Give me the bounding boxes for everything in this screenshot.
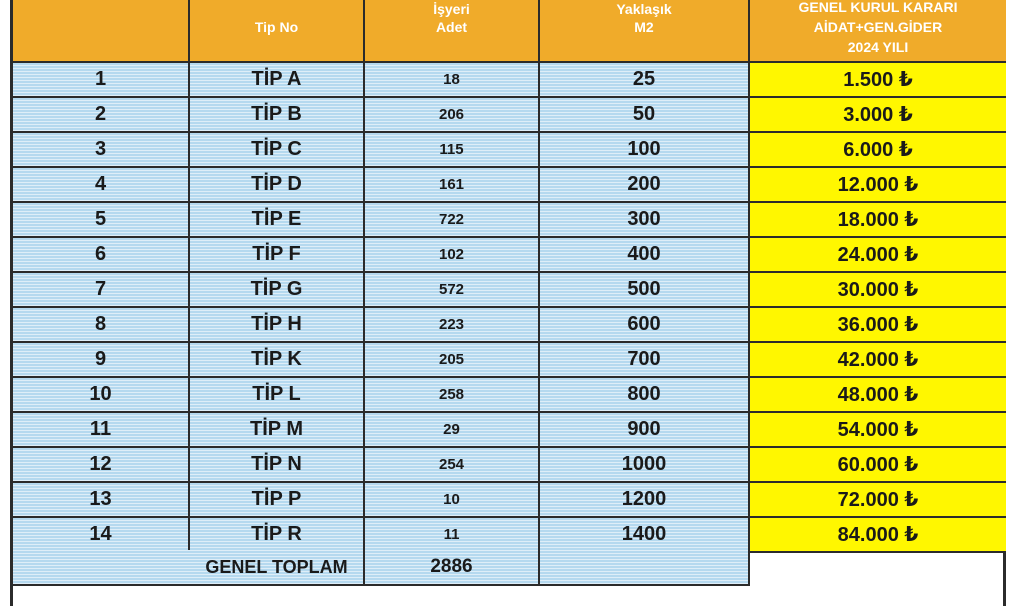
- row-adet: 115: [365, 133, 540, 168]
- row-tip: TİP C: [190, 133, 365, 168]
- table-row: [13, 273, 1006, 308]
- row-tip: TİP M: [190, 413, 365, 448]
- row-adet: 254: [365, 448, 540, 483]
- row-no: 9: [13, 343, 190, 378]
- row-adet: 258: [365, 378, 540, 413]
- row-adet: 102: [365, 238, 540, 273]
- table-row: [13, 343, 1006, 378]
- row-adet: 18: [365, 63, 540, 98]
- header-tip-no: [190, 0, 365, 64]
- row-tip: TİP E: [190, 203, 365, 238]
- row-no: 4: [13, 168, 190, 203]
- row-adet: 572: [365, 273, 540, 308]
- row-adet: 29: [365, 413, 540, 448]
- row-aidat: 36.000 ₺: [750, 308, 1006, 343]
- table-row: [13, 203, 1006, 238]
- row-no: 12: [13, 448, 190, 483]
- header-isyeri-line1: İşyeri: [433, 1, 470, 17]
- header-aidat-line2: AİDAT+GEN.GİDER: [813, 19, 943, 35]
- row-m2: 50: [540, 98, 750, 133]
- row-aidat: 3.000 ₺: [750, 98, 1006, 133]
- header-m2-line1: Yaklaşık: [616, 1, 672, 17]
- table-row: [13, 448, 1006, 483]
- row-no: 7: [13, 273, 190, 308]
- row-tip: TİP K: [190, 343, 365, 378]
- row-no: 13: [13, 483, 190, 518]
- row-tip: TİP N: [190, 448, 365, 483]
- table-row: [13, 133, 1006, 168]
- row-adet: 11: [365, 518, 540, 553]
- row-tip: TİP R: [190, 518, 365, 553]
- row-aidat: 1.500 ₺: [750, 63, 1006, 98]
- table-row: [13, 483, 1006, 518]
- row-m2: 500: [540, 273, 750, 308]
- row-m2: 300: [540, 203, 750, 238]
- table-row: [13, 378, 1006, 413]
- row-m2: 800: [540, 378, 750, 413]
- row-adet: 10: [365, 483, 540, 518]
- row-m2: 600: [540, 308, 750, 343]
- row-no: 2: [13, 98, 190, 133]
- row-m2: 25: [540, 63, 750, 98]
- row-m2: 100: [540, 133, 750, 168]
- row-tip: TİP A: [190, 63, 365, 98]
- row-no: 1: [13, 63, 190, 98]
- row-tip: TİP P: [190, 483, 365, 518]
- table-row: [13, 63, 1006, 98]
- table-row: [13, 238, 1006, 273]
- row-aidat: 6.000 ₺: [750, 133, 1006, 168]
- header-aidat-line3: 2024 YILI: [847, 39, 909, 55]
- footer-spacer: [13, 550, 190, 586]
- header-aidat: [750, 0, 1006, 64]
- row-tip: TİP B: [190, 98, 365, 133]
- row-tip: TİP L: [190, 378, 365, 413]
- table-row: [13, 98, 1006, 133]
- footer-label: GENEL TOPLAM: [190, 550, 365, 586]
- row-m2: 400: [540, 238, 750, 273]
- row-aidat: 30.000 ₺: [750, 273, 1006, 308]
- header-aidat-line1: GENEL KURUL KARARI: [798, 0, 958, 15]
- row-aidat: 24.000 ₺: [750, 238, 1006, 273]
- row-no: 14: [13, 518, 190, 553]
- row-m2: 1000: [540, 448, 750, 483]
- header-m2-line2: M2: [634, 19, 654, 35]
- header-tip-no-label: Tip No: [254, 19, 299, 35]
- row-no: 5: [13, 203, 190, 238]
- row-aidat: 60.000 ₺: [750, 448, 1006, 483]
- table-row: [13, 518, 1006, 553]
- row-tip: TİP F: [190, 238, 365, 273]
- row-m2: 1400: [540, 518, 750, 553]
- row-aidat: 12.000 ₺: [750, 168, 1006, 203]
- row-aidat: 54.000 ₺: [750, 413, 1006, 448]
- row-adet: 205: [365, 343, 540, 378]
- header-yaklasik-m2: [540, 0, 750, 64]
- row-no: 3: [13, 133, 190, 168]
- row-tip: TİP G: [190, 273, 365, 308]
- row-tip: TİP D: [190, 168, 365, 203]
- row-adet: 206: [365, 98, 540, 133]
- table-row: [13, 413, 1006, 448]
- row-m2: 1200: [540, 483, 750, 518]
- row-aidat: 72.000 ₺: [750, 483, 1006, 518]
- row-m2: 700: [540, 343, 750, 378]
- table-row: [13, 308, 1006, 343]
- row-no: 8: [13, 308, 190, 343]
- row-m2: 200: [540, 168, 750, 203]
- row-no: 6: [13, 238, 190, 273]
- footer-total: 2886: [365, 550, 540, 586]
- row-adet: 161: [365, 168, 540, 203]
- table-row: [13, 168, 1006, 203]
- row-aidat: 18.000 ₺: [750, 203, 1006, 238]
- footer-row: [13, 550, 750, 586]
- row-no: 11: [13, 413, 190, 448]
- row-adet: 722: [365, 203, 540, 238]
- row-aidat: 48.000 ₺: [750, 378, 1006, 413]
- row-tip: TİP H: [190, 308, 365, 343]
- row-aidat: 42.000 ₺: [750, 343, 1006, 378]
- header-sira-no: [13, 0, 190, 64]
- row-adet: 223: [365, 308, 540, 343]
- header-isyeri-adet: [365, 0, 540, 64]
- row-m2: 900: [540, 413, 750, 448]
- row-aidat: 84.000 ₺: [750, 518, 1006, 553]
- footer-empty: [540, 550, 750, 586]
- header-isyeri-line2: Adet: [435, 19, 468, 35]
- row-no: 10: [13, 378, 190, 413]
